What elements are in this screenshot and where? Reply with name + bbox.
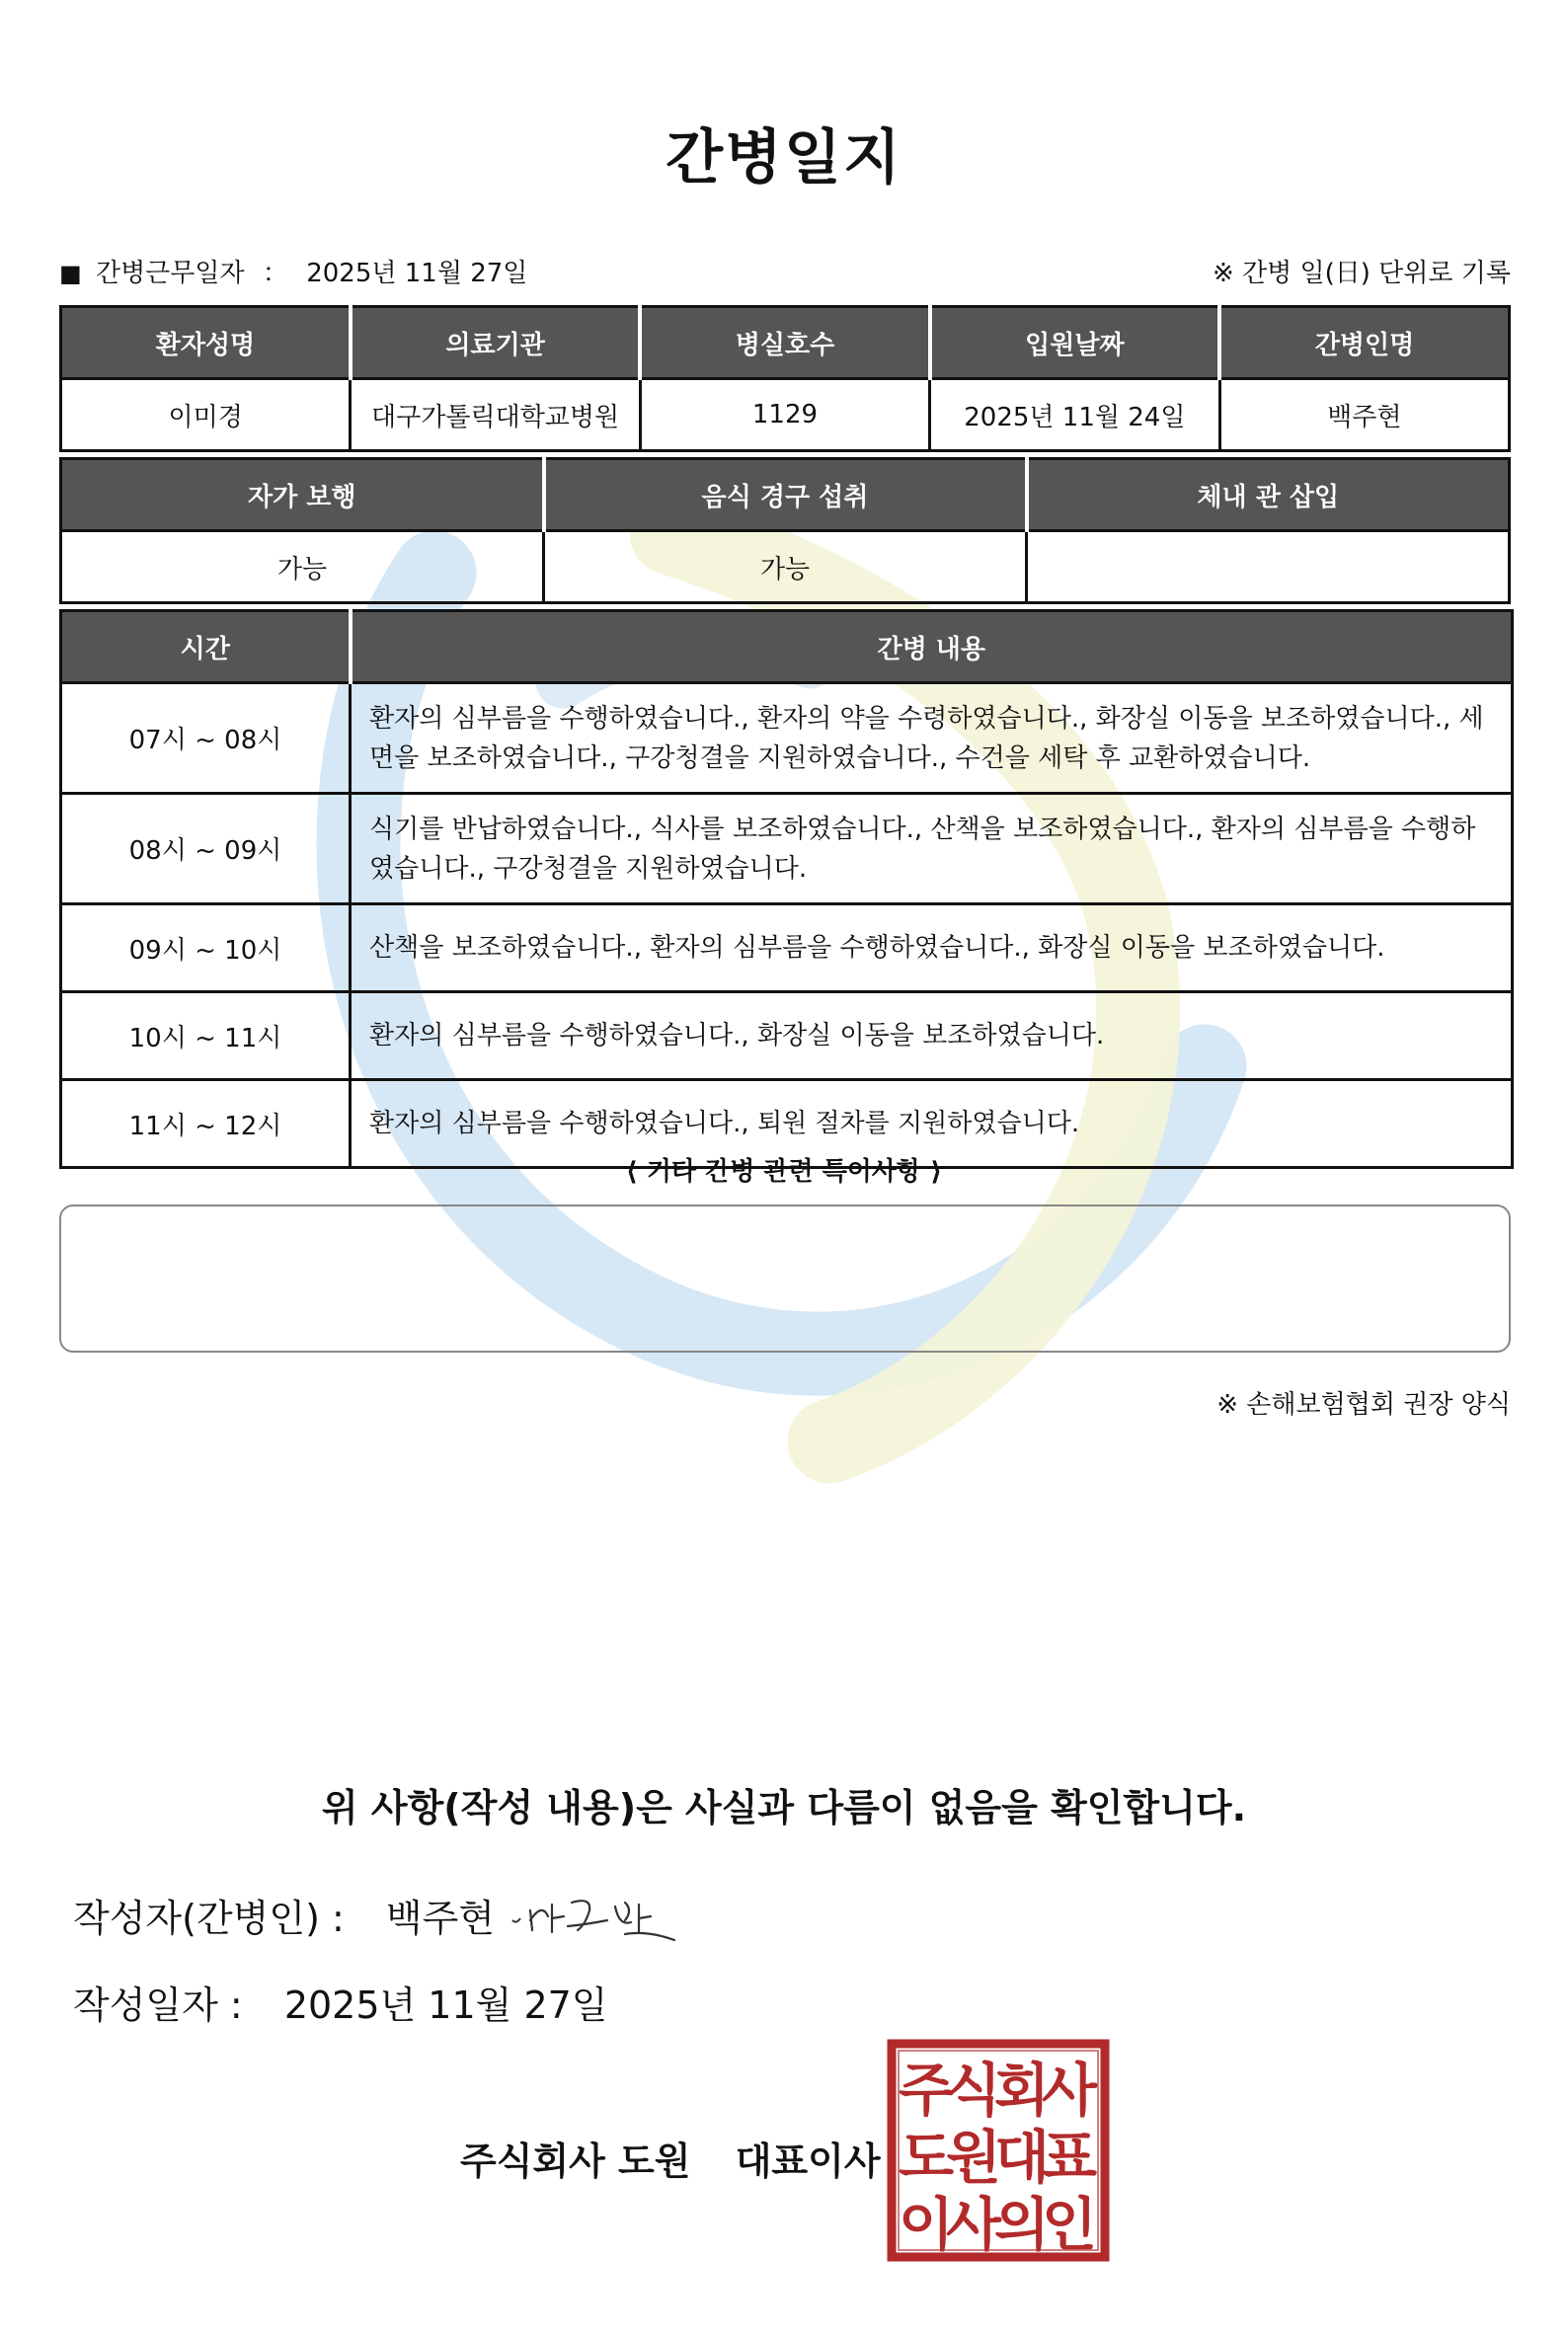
work-date-row <box>59 253 1511 289</box>
time-cell: 09시 ~ 10시 <box>61 904 351 992</box>
svg-text:사: 사 <box>1041 2057 1098 2124</box>
time-cell: 08시 ~ 09시 <box>61 794 351 904</box>
square-bullet-icon: ■ <box>59 260 82 287</box>
patient-status-table <box>59 457 1511 604</box>
oral-intake-value: 가능 <box>544 531 1027 603</box>
header-admission-date: 입원날짜 <box>930 307 1219 379</box>
header-time: 시간 <box>61 611 351 683</box>
writer-row <box>73 1888 495 1942</box>
care-content-cell: 환자의 심부름을 수행하였습니다., 퇴원 절차를 지원하였습니다. <box>351 1080 1513 1168</box>
writer-label: 작성자(간병인) : <box>73 1897 345 1940</box>
room-number: 1129 <box>640 379 929 451</box>
write-date-label: 작성일자 : <box>73 1984 243 2027</box>
table-row <box>61 992 1513 1080</box>
tube-insertion-value <box>1027 531 1510 603</box>
svg-text:이: 이 <box>898 2191 955 2258</box>
self-walking-value: 가능 <box>61 531 544 603</box>
writer-name: 백주현 <box>385 1897 495 1940</box>
svg-text:인: 인 <box>1041 2191 1098 2258</box>
svg-text:식: 식 <box>945 2057 1002 2124</box>
care-content-cell: 식기를 반납하였습니다., 식사를 보조하였습니다., 산책을 보조하였습니다., 환자의 심부름을 수행하였습니다., 구강청결을 지원하였습니다. <box>351 794 1513 904</box>
care-content-cell: 환자의 심부름을 수행하였습니다., 화장실 이동을 보조하였습니다. <box>351 992 1513 1080</box>
svg-text:사: 사 <box>945 2191 1002 2258</box>
hospital-name: 대구가톨릭대학교병원 <box>351 379 640 451</box>
svg-text:주: 주 <box>898 2057 955 2124</box>
work-date-value: 2025년 11월 27일 <box>306 259 528 288</box>
header-caregiver-name: 간병인명 <box>1219 307 1509 379</box>
table-row <box>61 904 1513 992</box>
confirmation-statement: 위 사항(작성 내용)은 사실과 다름이 없음을 확인합니다. <box>321 1786 1247 1829</box>
svg-text:원: 원 <box>945 2124 1002 2191</box>
header-tube-insertion: 체내 관 삽입 <box>1027 459 1510 531</box>
special-notes-box <box>59 1205 1511 1353</box>
time-cell: 10시 ~ 11시 <box>61 992 351 1080</box>
care-log-table <box>59 609 1514 1169</box>
form-note: ※ 손해보험협회 권장 양식 <box>1216 1390 1511 1420</box>
work-date-label: 간병근무일자 <box>95 259 245 288</box>
unit-note: ※ 간병 일(日) 단위로 기록 <box>1212 259 1511 288</box>
handwritten-signature <box>509 1881 681 1950</box>
care-content-cell: 산책을 보조하였습니다., 환자의 심부름을 수행하였습니다., 화장실 이동을 보조하였습니다. <box>351 904 1513 992</box>
page-title: 간병일지 <box>666 123 902 193</box>
header-oral-intake: 음식 경구 섭취 <box>544 459 1027 531</box>
header-room-number: 병실호수 <box>640 307 929 379</box>
table-row <box>61 683 1513 794</box>
header-hospital: 의료기관 <box>351 307 640 379</box>
patient-name: 이미경 <box>61 379 351 451</box>
caregiver-name: 백주현 <box>1219 379 1509 451</box>
table-header-row <box>61 459 1510 531</box>
table-row <box>61 531 1510 603</box>
svg-text:도: 도 <box>898 2124 955 2191</box>
work-date <box>59 253 527 289</box>
svg-text:대: 대 <box>993 2124 1051 2191</box>
time-cell: 07시 ~ 08시 <box>61 683 351 794</box>
work-date-separator: ： <box>262 259 288 288</box>
table-header-row <box>61 307 1510 379</box>
care-content-cell: 환자의 심부름을 수행하였습니다., 환자의 약을 수령하였습니다., 화장실 이동을 보조하였습니다., 세면을 보조하였습니다., 구강청결을 지원하였습니다., 수건을 세탁 후 교환하였습니다. <box>351 683 1513 794</box>
admission-date: 2025년 11월 24일 <box>930 379 1219 451</box>
header-patient-name: 환자성명 <box>61 307 351 379</box>
patient-info-table <box>59 305 1511 452</box>
company-signature-line <box>460 2131 881 2185</box>
svg-text:회: 회 <box>993 2057 1051 2124</box>
write-date-value: 2025년 11월 27일 <box>283 1984 608 2027</box>
svg-text:의: 의 <box>993 2191 1051 2258</box>
table-row <box>61 379 1510 451</box>
special-notes-title: ⟨ 기타 간병 관련 특이사항 ⟩ <box>625 1157 943 1187</box>
company-representative: 대표이사 <box>735 2140 881 2183</box>
write-date-row <box>73 1975 608 2029</box>
company-name: 주식회사 도원 <box>460 2140 691 2183</box>
table-row <box>61 794 1513 904</box>
header-self-walking: 자가 보행 <box>61 459 544 531</box>
svg-text:표: 표 <box>1041 2124 1098 2191</box>
company-seal-stamp <box>887 2039 1110 2262</box>
header-care-content: 간병 내용 <box>351 611 1513 683</box>
table-header-row <box>61 611 1513 683</box>
time-cell: 11시 ~ 12시 <box>61 1080 351 1168</box>
